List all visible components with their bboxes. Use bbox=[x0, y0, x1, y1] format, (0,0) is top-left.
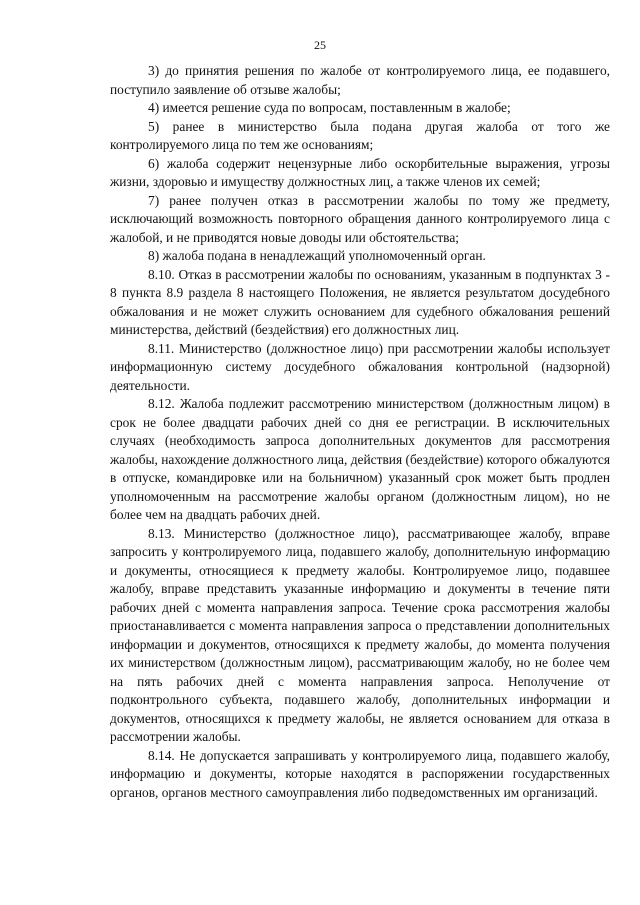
paragraph-6: 6) жалоба содержит нецензурные либо оскорбительные выражения, угрозы жизни, здоровью и имуществу должностных лиц, а также членов их семей; bbox=[110, 155, 610, 189]
document-body bbox=[110, 62, 610, 802]
paragraph-8-14: 8.14. Не допускается запрашивать у контролируемого лица, подавшего жалобу, информацию и документы, которые находятся в распоряжении государственных органов, органов местного самоуправления либо подведомственных им организаций. bbox=[110, 747, 610, 800]
paragraph-5: 5) ранее в министерство была подана другая жалоба от того же контролируемого лица по тем же основаниям; bbox=[110, 118, 610, 152]
paragraph-7: 7) ранее получен отказ в рассмотрении жалобы по тому же предмету, исключающий возможность повторного обращения данного контролируемого лица с жалобой, и не приводятся новые доводы или обстоятельства; bbox=[110, 192, 610, 245]
page-number: 25 bbox=[314, 38, 326, 52]
paragraph-3: 3) до принятия решения по жалобе от контролируемого лица, ее подавшего, поступило заявление об отзыве жалобы; bbox=[110, 63, 610, 97]
paragraph-8-11: 8.11. Министерство (должностное лицо) при рассмотрении жалобы использует информационную систему досудебного обжалования контрольной (надзорной) деятельности. bbox=[110, 340, 610, 393]
paragraph-8: 8) жалоба подана в ненадлежащий уполномоченный орган. bbox=[148, 248, 486, 263]
paragraph-8-12: 8.12. Жалоба подлежит рассмотрению министерством (должностным лицом) в срок не более двадцати рабочих дней со дня ее регистрации. В исключительных случаях (необходимость запроса дополнительных документов для рассмотрения жалобы, нахождение должностного лица, действия (бездействие) которого обжалуются в отпуске, командировке или на больничном) указанный срок может быть продлен уполномоченным на рассмотрение жалобы органом (должностным лицом), но не более чем на двадцать рабочих дней. bbox=[110, 396, 610, 522]
paragraph-4: 4) имеется решение суда по вопросам, поставленным в жалобе; bbox=[148, 100, 511, 115]
paragraph-8-13: 8.13. Министерство (должностное лицо), рассматривающее жалобу, вправе запросить у контролируемого лица, подавшего жалобу, дополнительную информацию и документы, относящиеся к предмету жалобы. Контролируемое лицо, подавшее жалобу, вправе представить указанные информацию и документы в течение пяти рабочих дней с момента направления запроса. Течение срока рассмотрения жалобы приостанавливается с момента направления запроса о представлении дополнительных информации и документов, относящихся к предмету жалобы, до момента получения их министерством (должностным лицом), рассматривающим жалобу, но не более чем на пять рабочих дней с момента направления запроса. Неполучение от подконтрольного субъекта, подавшего жалобу, дополнительных информации и документов, относящихся к предмету жалобы, не является основанием для отказа в рассмотрении жалобы. bbox=[110, 525, 610, 744]
paragraph-8-10: 8.10. Отказ в рассмотрении жалобы по основаниям, указанным в подпунктах 3 - 8 пункта 8.9 раздела 8 настоящего Положения, не является результатом досудебного обжалования и не может служить основанием для судебного обжалования решений министерства, действий (бездействия) его должностных лиц. bbox=[110, 266, 610, 337]
